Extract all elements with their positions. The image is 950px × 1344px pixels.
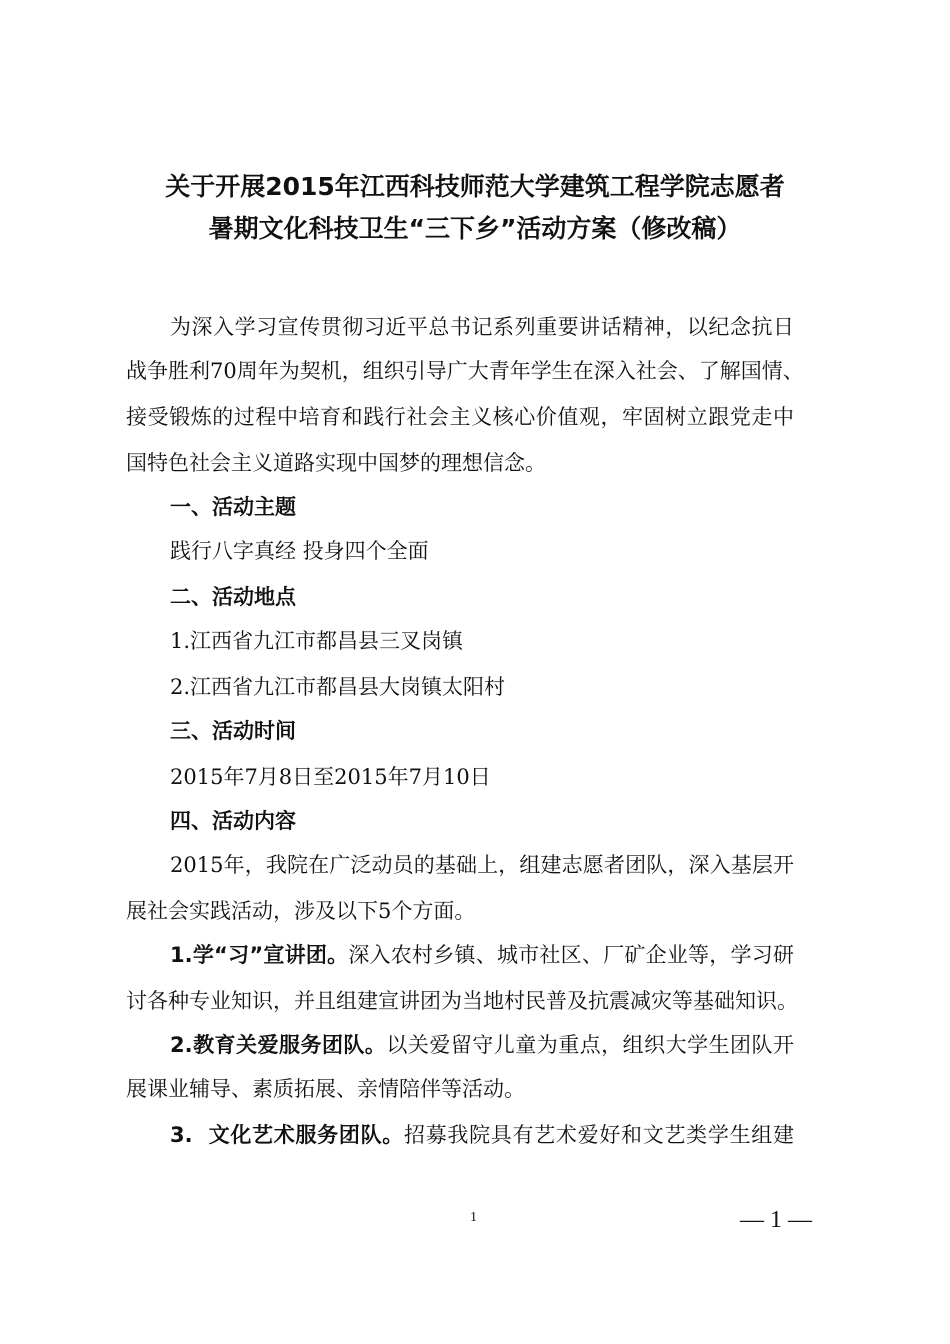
content-item-3-lead: 3. 文化艺术服务团队。 [170, 1123, 404, 1147]
content-item-2-text: 以关爱留守儿童为重点，组织大学生团队开 [386, 1033, 795, 1057]
intro-line-3: 接受锻炼的过程中培育和践行社会主义核心价值观，牢固树立跟党走中 [126, 405, 794, 429]
content-intro-line-2: 展社会实践活动，涉及以下5个方面。 [126, 899, 476, 923]
section-heading-content: 四、活动内容 [170, 809, 296, 833]
content-item-2-lead: 2.教育关爱服务团队。 [170, 1033, 387, 1057]
content-item-3-text: 招募我院具有艺术爱好和文艺类学生组建 [403, 1123, 794, 1147]
content-intro-line-1: 2015年，我院在广泛动员的基础上，组建志愿者团队，深入基层开 [170, 853, 794, 877]
footer-page-number: 1 [470, 1210, 477, 1225]
content-item-3-line-1 [170, 1122, 794, 1148]
content-item-2-line-2: 展课业辅导、素质拓展、亲情陪伴等活动。 [126, 1077, 525, 1101]
document-title-line-1: 关于开展2015年江西科技师范大学建筑工程学院志愿者 [165, 172, 785, 201]
section-heading-theme: 一、活动主题 [170, 495, 296, 519]
document-title-line-2: 暑期文化科技卫生“三下乡”活动方案（修改稿） [208, 214, 742, 243]
time-text: 2015年7月8日至2015年7月10日 [170, 765, 491, 789]
content-item-1-line-1 [170, 942, 794, 968]
footer-page-mark: — 1 — [740, 1207, 812, 1233]
intro-line-4: 国特色社会主义道路实现中国梦的理想信念。 [126, 451, 546, 475]
theme-text: 践行八字真经 投身四个全面 [170, 539, 429, 563]
intro-line-1: 为深入学习宣传贯彻习近平总书记系列重要讲话精神，以纪念抗日 [170, 315, 794, 339]
content-item-1-lead: 1.学“习”宣讲团。 [170, 943, 349, 967]
section-heading-location: 二、活动地点 [170, 585, 296, 609]
section-heading-time: 三、活动时间 [170, 719, 296, 743]
location-item-1: 1.江西省九江市都昌县三叉岗镇 [170, 629, 464, 653]
content-item-2-line-1 [170, 1032, 794, 1058]
intro-line-2: 战争胜利70周年为契机，组织引导广大青年学生在深入社会、了解国情、 [126, 359, 804, 383]
content-item-1-line-2: 讨各种专业知识，并且组建宣讲团为当地村民普及抗震减灾等基础知识。 [126, 989, 798, 1013]
location-item-2: 2.江西省九江市都昌县大岗镇太阳村 [170, 675, 506, 699]
content-item-1-text: 深入农村乡镇、城市社区、厂矿企业等，学习研 [348, 943, 794, 967]
